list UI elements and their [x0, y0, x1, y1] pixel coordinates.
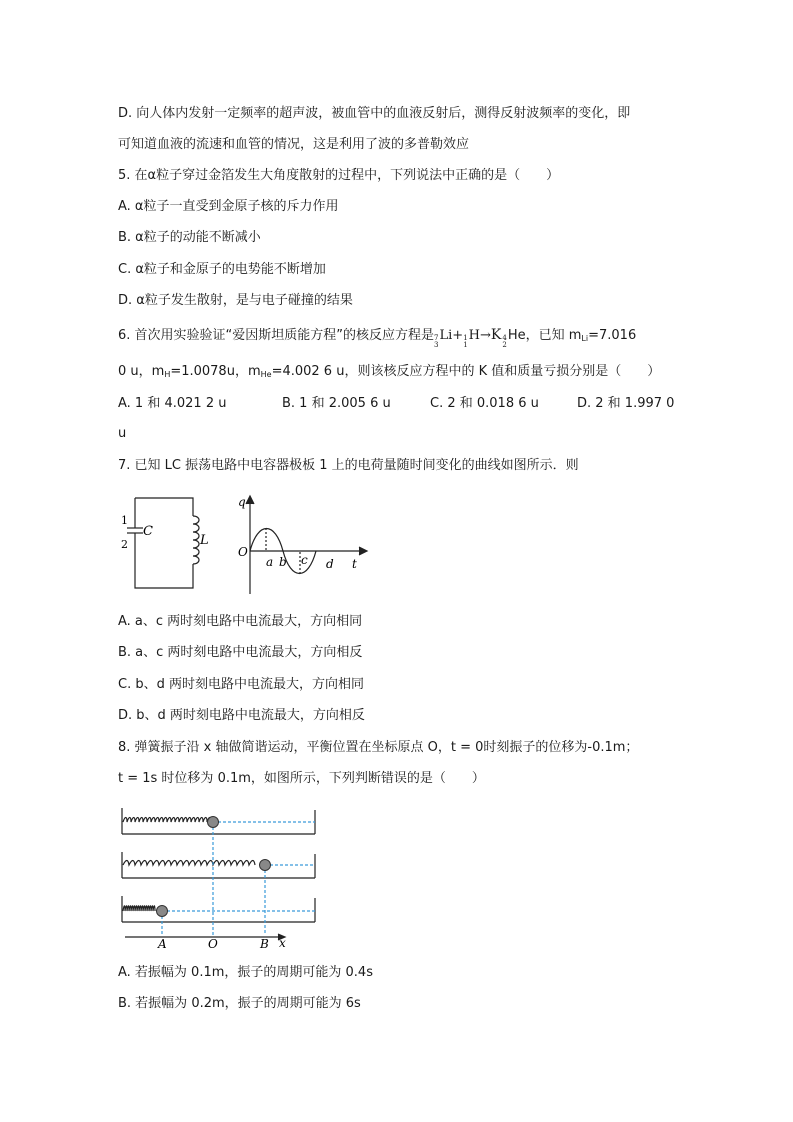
q5-option-d: D. α粒子发生散射，是与电子碰撞的结果: [118, 293, 353, 308]
q5-stem: 5. 在α粒子穿过金箔发生大角度散射的过程中，下列说法中正确的是（ ）: [118, 168, 560, 183]
point-b-label: b: [279, 555, 287, 569]
point-c-label: c: [301, 553, 308, 567]
q5-option-a: A. α粒子一直受到金原子核的斥力作用: [118, 199, 339, 214]
q5-option-b: B. α粒子的动能不断减小: [118, 230, 261, 245]
axis-q-label: q: [238, 495, 246, 509]
point-O-label: O: [208, 937, 218, 950]
origin-label: O: [238, 545, 248, 559]
q7-option-b: B. a、c 两时刻电路中电流最大，方向相反: [118, 645, 363, 660]
q6-option-b: B. 1 和 2.005 6 u: [282, 396, 391, 411]
q6-stem-line2: 0 u，$m_H=1.0078u$，$m_{He}=4.002$ 6 u，则该核反应方程中的 K 值和质量亏损分别是（ ）: [118, 364, 661, 379]
q8-stem-line2: t = 1s 时位移为 0.1m，如图所示，下列判断错误的是（ ）: [118, 771, 485, 786]
point-d-label: d: [326, 557, 334, 571]
q7-stem: 7. 已知 LC 振荡电路中电容器极板 1 上的电荷量随时间变化的曲线如图所示．则: [118, 458, 579, 473]
q8-option-a: A. 若振幅为 0.1m，振子的周期可能为 0.4s: [118, 965, 373, 980]
q4-option-d-line1: D. 向人体内发射一定频率的超声波，被血管中的血液反射后，测得反射波频率的变化，即: [118, 106, 631, 121]
q6-option-c: C. 2 和 0.018 6 u: [430, 396, 539, 411]
lc-circuit-figure: [115, 488, 215, 598]
nuclear-equation: 7 3 Li+ 1 1 H→K 4 2 He: [434, 327, 526, 349]
q6-stem-line1: 6. 首次用实验验证“爱因斯坦质能方程”的核反应方程是 7 3 Li+ 1 1 H→K 4 2 He，已知 $m_{Li}=7.016$: [118, 327, 637, 349]
q6-option-d-cont: u: [118, 426, 127, 441]
point-A-label: A: [158, 937, 167, 950]
inductor-label: L: [200, 533, 209, 548]
axis-t-label: t: [352, 557, 357, 571]
plate-2-label: 2: [121, 538, 128, 551]
plate-1-label: 1: [121, 514, 128, 527]
point-a-label: a: [266, 555, 274, 569]
point-B-label: B: [260, 937, 269, 950]
spring-oscillator-figure: [115, 800, 325, 950]
q4-option-d-line2: 可知道血液的流速和血管的情况，这是利用了波的多普勒效应: [118, 137, 470, 152]
q-t-graph: [230, 488, 370, 598]
q8-stem-line1: 8. 弹簧振子沿 x 轴做简谐运动，平衡位置在坐标原点 O，t = 0时刻振子的位移为-0.1m；: [118, 740, 639, 755]
q6-option-d: D. 2 和 1.997 0: [577, 396, 675, 411]
capacitor-label: C: [143, 524, 153, 539]
axis-x-label: x: [279, 936, 286, 950]
q8-option-b: B. 若振幅为 0.2m，振子的周期可能为 6s: [118, 996, 361, 1011]
q7-option-c: C. b、d 两时刻电路中电流最大，方向相同: [118, 677, 364, 692]
q7-option-d: D. b、d 两时刻电路中电流最大，方向相反: [118, 708, 365, 723]
q5-option-c: C. α粒子和金原子的电势能不断增加: [118, 262, 326, 277]
q6-option-a: A. 1 和 4.021 2 u: [118, 396, 227, 411]
q7-option-a: A. a、c 两时刻电路中电流最大，方向相同: [118, 614, 363, 629]
